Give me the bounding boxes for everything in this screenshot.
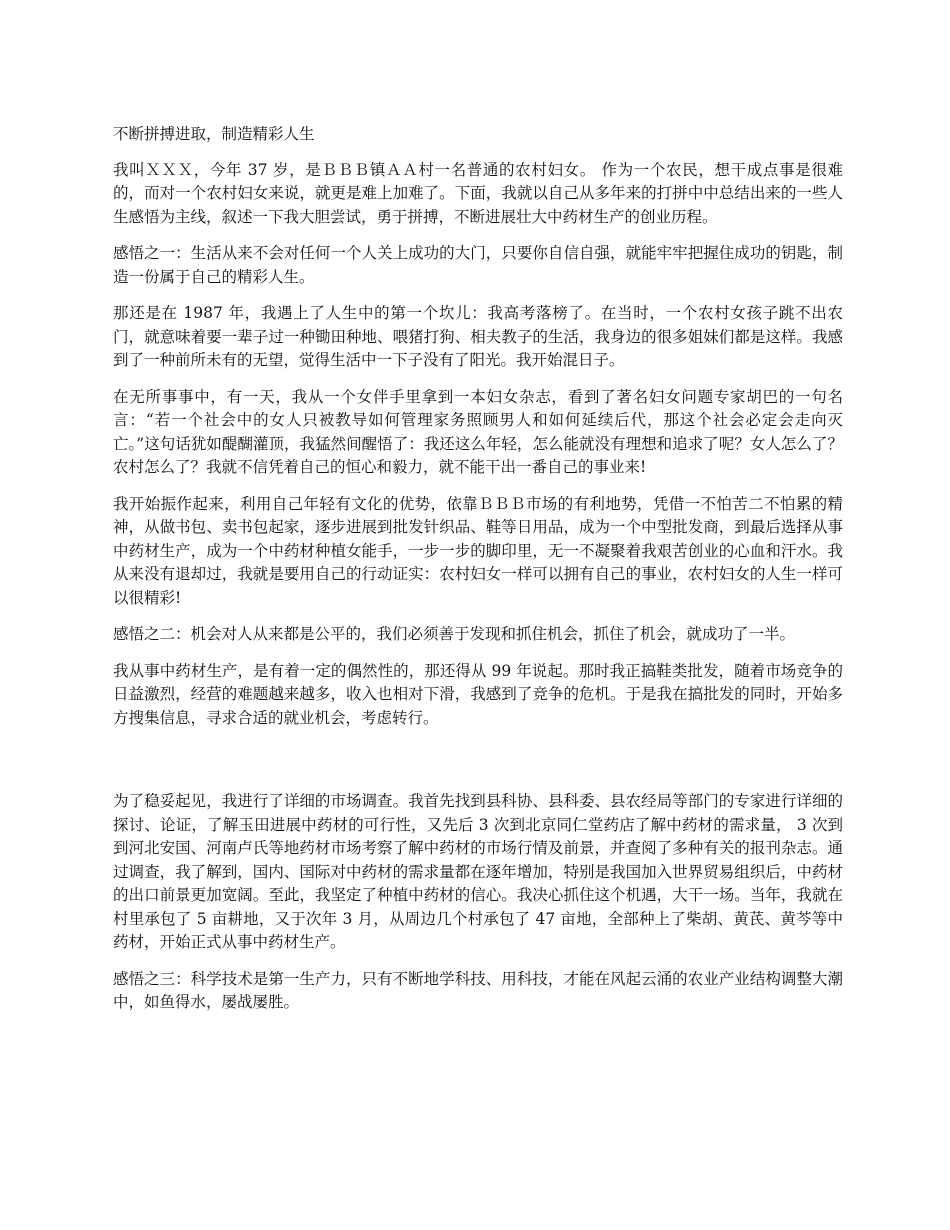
paragraph-magazine-quote: 在无所事事中，有一天，我从一个女伴手里拿到一本妇女杂志，看到了著名妇女问题专家胡巴的一句名言：“若一个社会中的女人只被教导如何管理家务照顾男人和如何延续后代，那这个社会必定会走向灭亡。”这句话犹如醍醐灌顶，我猛然间醒悟了：我还这么年轻，怎么能就没有理想和追求了呢？女人怎么了？农村怎么了？我就不信凭着自己的恒心和毅力，就不能干出一番自己的事业来! [113,387,843,476]
paragraph-insight-three: 感悟之三：科学技术是第一生产力，只有不断地学科技、用科技，才能在风起云涌的农业产业结构调整大潮中，如鱼得水，屡战屡胜。 [113,969,843,1011]
paragraph-insight-two: 感悟之二：机会对人从来都是公平的，我们必须善于发现和抓住机会，抓住了机会，就成功了一半。 [113,625,796,643]
document-page [113,123,843,1028]
paragraph-market-research: 为了稳妥起见，我进行了详细的市场调查。我首先找到县科协、县科委、县农经局等部门的专家进行详细的探讨、论证，了解玉田进展中药材的可行性，又先后 3 次到北京同仁堂药店了解中药材的需求量， 3 次到到河北安国、河南卢氏等地药材市场考察了解中药材的市场行情及前景，并查阅了多种有关的报刊杂志。通过调查，我了解到，国内、国际对中药材的需求量都在逐年增加，特别是我国加入世界贸易组织后，中药材的出口前景更加宽阔。至此，我坚定了种植中药材的信心。我决心抓住这个机遇，大干一场。当年，我就在村里承包了 5 亩耕地，又于次年 3 月，从周边几个村承包了 47 亩地，全部种上了柴胡、黄芪、黄芩等中药材，开始正式从事中药材生产。 [113,792,843,951]
paragraph-herb-origin: 我从事中药材生产，是有着一定的偶然性的，那还得从 99 年说起。那时我正搞鞋类批发，随着市场竞争的日益激烈，经营的难题越来越多，收入也相对下滑，我感到了竞争的危机。于是我在搞批发的同时，开始多方搜集信息，寻求合适的就业机会，考虑转行。 [113,661,843,727]
paragraph-insight-one: 感悟之一：生活从来不会对任何一个人关上成功的大门，只要你自信自强，就能牢牢把握住成功的钥匙，制造一份属于自己的精彩人生。 [113,244,843,286]
document-title: 不断拼搏进取，制造精彩人生 [113,125,315,143]
paragraph-business-start: 我开始振作起来，利用自己年轻有文化的优势，依靠ＢＢＢ市场的有利地势，凭借一不怕苦二不怕累的精神，从做书包、卖书包起家，逐步进展到批发针织品、鞋等日用品，成为一个中型批发商，到最后选择从事中药材生产，成为一个中药材种植女能手，一步一步的脚印里，无一不凝聚着我艰苦创业的心血和汗水。我从来没有退却过，我就是要用自己的行动证实：农村妇女一样可以拥有自己的事业，农村妇女的人生一样可以很精彩! [113,494,843,607]
paragraph-1987-exam: 那还是在 1987 年，我遇上了人生中的第一个坎儿：我高考落榜了。在当时，一个农村女孩子跳不出农门，就意味着要一辈子过一种锄田种地、喂猪打狗、相夫教子的生活，我身边的很多姐妹们都是这样。我感到了一种前所未有的无望，觉得生活中一下子没有了阳光。我开始混日子。 [113,304,843,369]
paragraph-intro: 我叫ＸＸＸ，今年 37 岁，是ＢＢＢ镇ＡＡ村一名普通的农村妇女。 作为一个农民，想干成点事是很难的，而对一个农村妇女来说，就更是难上加难了。下面，我就以自己从多年来的打拼中中总结出来的一些人生感悟为主线，叙述一下我大胆尝试，勇于拼搏，不断进展壮大中药材生产的创业历程。 [113,160,843,226]
